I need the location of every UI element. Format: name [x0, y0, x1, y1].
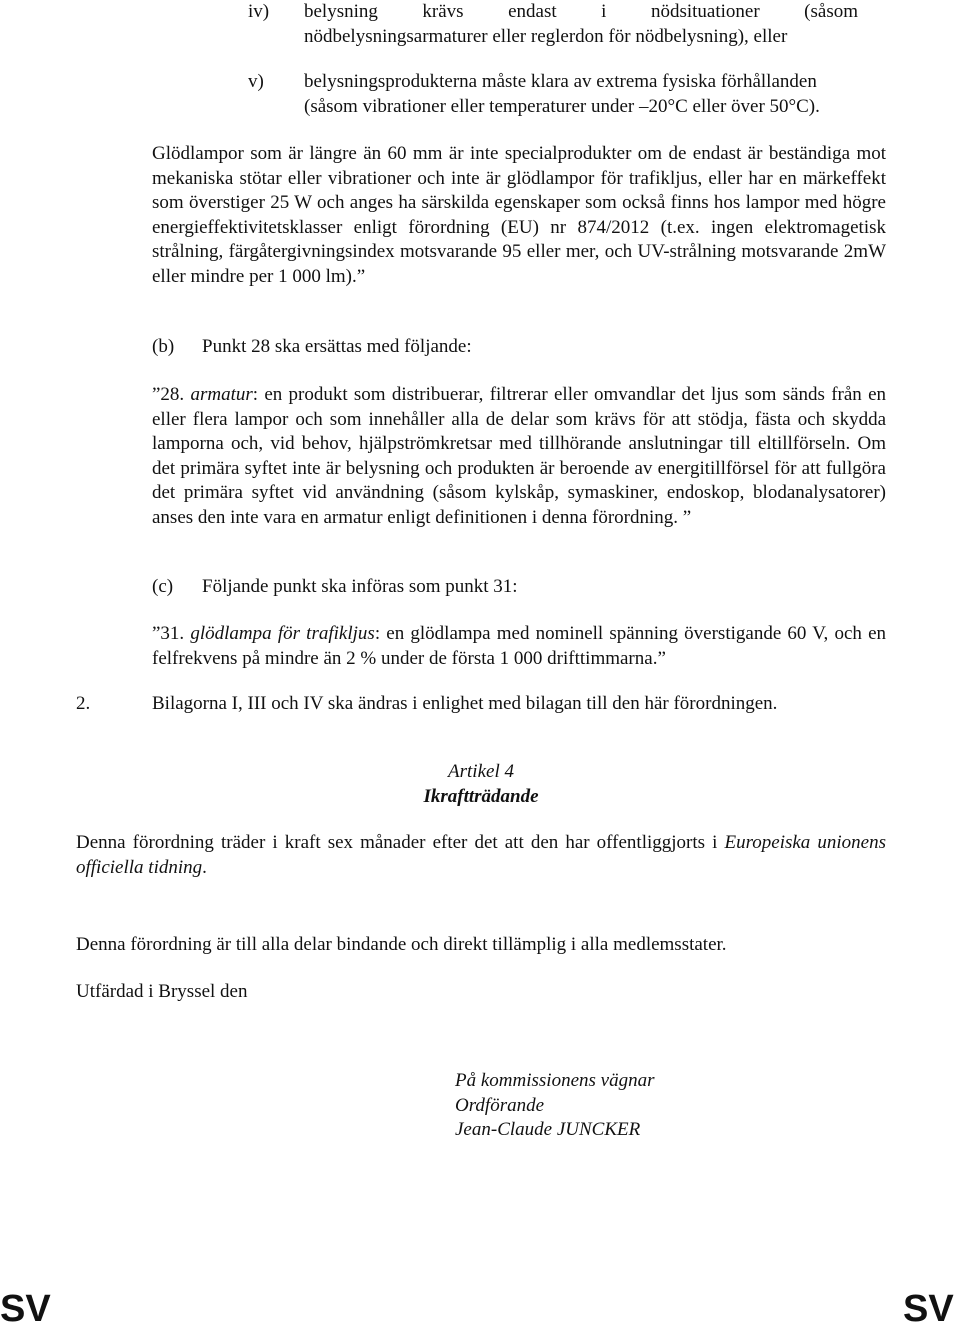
point-label: (c) — [152, 576, 174, 597]
definition-term: armatur — [190, 384, 253, 405]
list-item-label: iv) — [248, 1, 270, 22]
definition-body: : en glödlampa med nominell spänning överstigande 60 V, och en felfrekvens på mindre än 2 % under de första 1 000 drifttimmarna.” — [152, 623, 887, 669]
done-at: Utfärdad i Bryssel den — [76, 981, 248, 1002]
signature-block — [455, 1069, 875, 1143]
glodlampor-paragraph: Glödlampor som är längre än 60 mm är inte specialprodukter om de endast är beständiga mot mekaniska stötar eller vibrationer och inte är glödlampor för trafikljus, eller har en märkeffekt som överstiger 25 W och anges ha särskilda egenskaper som också finns hos lampor med högre energieffektivitetsklasser enligt förordning (EU) nr 874/2012 (t.ex. ingen elektromagetisk strålning, färgåtergivningsindex motsvarande 95 eller mer, och UV-strålning motsvarande 2mW eller mindre per 1 000 lm).” — [152, 143, 886, 287]
point-c — [152, 575, 886, 600]
footer-language-left: SV — [0, 1288, 51, 1330]
list-item-label: v) — [248, 71, 264, 92]
entry-into-force — [76, 831, 886, 880]
point-2 — [76, 692, 886, 717]
list-item-line: (såsom vibrationer eller temperaturer under –20°C eller över 50°C). — [304, 95, 820, 117]
list-item-line: belysning krävs endast i nödsituationer (såsom — [304, 1, 858, 22]
signature-name: Jean-Claude JUNCKER — [455, 1119, 641, 1140]
point-b — [152, 335, 886, 360]
entry-text: Denna förordning träder i kraft sex månader efter det att den har offentliggjorts i — [76, 832, 725, 853]
signature-line: På kommissionens vägnar — [455, 1070, 655, 1091]
list-item-v — [248, 70, 888, 119]
list-item-line: nödbelysningsarmaturer eller reglerdon för nödbelysning), eller — [304, 25, 788, 47]
entry-end: . — [202, 856, 207, 878]
point-text: Bilagorna I, III och IV ska ändras i enlighet med bilagan till den här förordningen. — [152, 693, 778, 714]
point-text: Punkt 28 ska ersättas med följande: — [202, 336, 472, 357]
definition-prefix: ”31. — [152, 623, 185, 644]
definition-28 — [152, 383, 886, 530]
footer-language-right: SV — [903, 1288, 954, 1330]
list-item-line: belysningsprodukterna måste klara av extrema fysiska förhållanden — [304, 71, 817, 92]
definition-term: glödlampa för trafikljus — [190, 623, 375, 644]
article-title: Ikraftträdande — [423, 785, 539, 807]
signature-title: Ordförande — [455, 1094, 545, 1116]
point-label: (b) — [152, 336, 175, 357]
definition-31 — [152, 622, 886, 671]
point-label: 2. — [76, 693, 91, 714]
binding-paragraph: Denna förordning är till alla delar bindande och direkt tillämplig i alla medlemsstater. — [76, 934, 727, 955]
definition-body: : en produkt som distribuerar, filtrerar eller omvandlar det ljus som sänds från en eller flera lampor och som innehåller alla de delar som krävs för att stödja, fästa och skydda lamporna och, vid behov, hjälpströmkretsar med tillhörande anslutningar till eltillförseln. Om det primära syftet inte är belysning och produkten är beroende av energitillförsel för att fullgöra det primära syftet vid användning (såsom kylskåp, symaskiner, endoskop, blodanalysatorer) anses den inte vara en armatur enligt definitionen i denna förordning. ” — [152, 384, 886, 528]
article-number: Artikel 4 — [448, 761, 514, 782]
definition-prefix: ”28. — [152, 384, 185, 405]
list-item-iv — [248, 0, 858, 49]
journal-name: Europeiska unionens officiella tidning — [76, 832, 886, 878]
point-text: Följande punkt ska införas som punkt 31: — [202, 576, 518, 597]
article-heading — [76, 760, 886, 809]
